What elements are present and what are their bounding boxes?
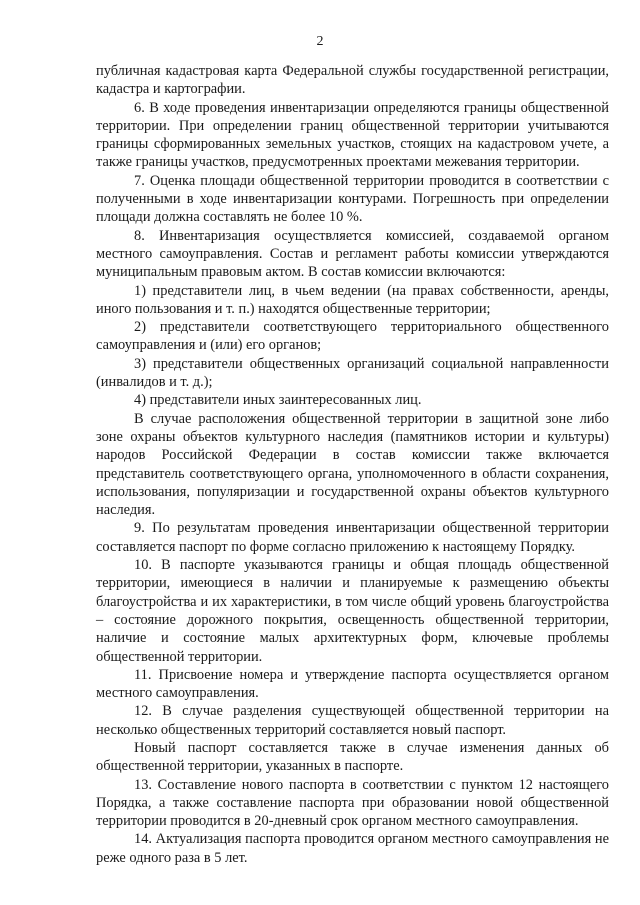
paragraph-item-9: 9. По результатам проведения инвентаризации общественной территории составляется паспорт по форме согласно приложению к настоящему Порядку.	[96, 520, 609, 555]
paragraph-item-6: 6. В ходе проведения инвентаризации определяются границы общественной территории. При определении границ общественной территории учитываются границы сформированных земельных участков, стоящих на кадастровом учете, а также границы участков, предусмотренных проектами межевания территории.	[96, 99, 609, 171]
list-item-2: 2) представители соответствующего территориального общественного самоуправления и (или) его органов;	[96, 319, 609, 354]
paragraph-item-12: 12. В случае разделения существующей общественной территории на несколько общественных территорий составляется новый паспорт.	[96, 703, 609, 738]
paragraph-item-14: 14. Актуализация паспорта проводится органом местного самоуправления не реже одного раза в 5 лет.	[96, 831, 609, 866]
paragraph-continuation: публичная кадастровая карта Федеральной службы государственной регистрации, кадастра и картографии.	[96, 63, 609, 98]
paragraph-item-13: 13. Составление нового паспорта в соответствии с пунктом 12 настоящего Порядка, а также составление паспорта при образовании новой общественной территории проводится в 20-дневный срок органом местного самоуправления.	[96, 776, 609, 830]
document-body	[96, 62, 609, 867]
paragraph-item-11: 11. Присвоение номера и утверждение паспорта осуществляется органом местного самоуправления.	[96, 666, 609, 702]
paragraph-new-passport: Новый паспорт составляется также в случае изменения данных об общественной территории, указанных в паспорте.	[96, 739, 609, 775]
list-item-4: 4) представители иных заинтересованных лиц.	[134, 392, 422, 409]
page-number: 2	[316, 34, 324, 49]
paragraph-item-7: 7. Оценка площади общественной территории проводится в соответствии с полученными в ходе инвентаризации контурами. Погрешность при определении площади должна составлять не более 10 %.	[96, 172, 609, 226]
paragraph-item-10: 10. В паспорте указываются границы и общая площадь общественной территории, имеющиеся в наличии и планируемые к размещению объекты благоустройства и их характеристики, в том числе общий уровень благоустройства – состояние дорожного покрытия, освещенность общественной территории, наличие и состояние малых архитектурных форм, ключевые проблемы общественной территории.	[96, 557, 609, 665]
list-item-3: 3) представители общественных организаций социальной направленности (инвалидов и т. д.);	[96, 355, 609, 391]
paragraph-item-8: 8. Инвентаризация осуществляется комиссией, создаваемой органом местного самоуправления. Состав и регламент работы комиссии утверждаются муниципальным правовым актом. В состав комиссии включаются:	[96, 227, 609, 281]
list-item-1: 1) представители лиц, в чьем ведении (на правах собственности, аренды, иного пользования и т. п.) находятся общественные территории;	[96, 282, 609, 317]
paragraph-cultural-heritage: В случае расположения общественной территории в защитной зоне либо зоне охраны объектов культурного наследия (памятников истории и культуры) народов Российской Федерации в состав комиссии также включается представитель соответствующего органа, уполномоченного в области сохранения, использования, популяризации и государственной охраны объектов культурного наследия.	[96, 410, 609, 519]
